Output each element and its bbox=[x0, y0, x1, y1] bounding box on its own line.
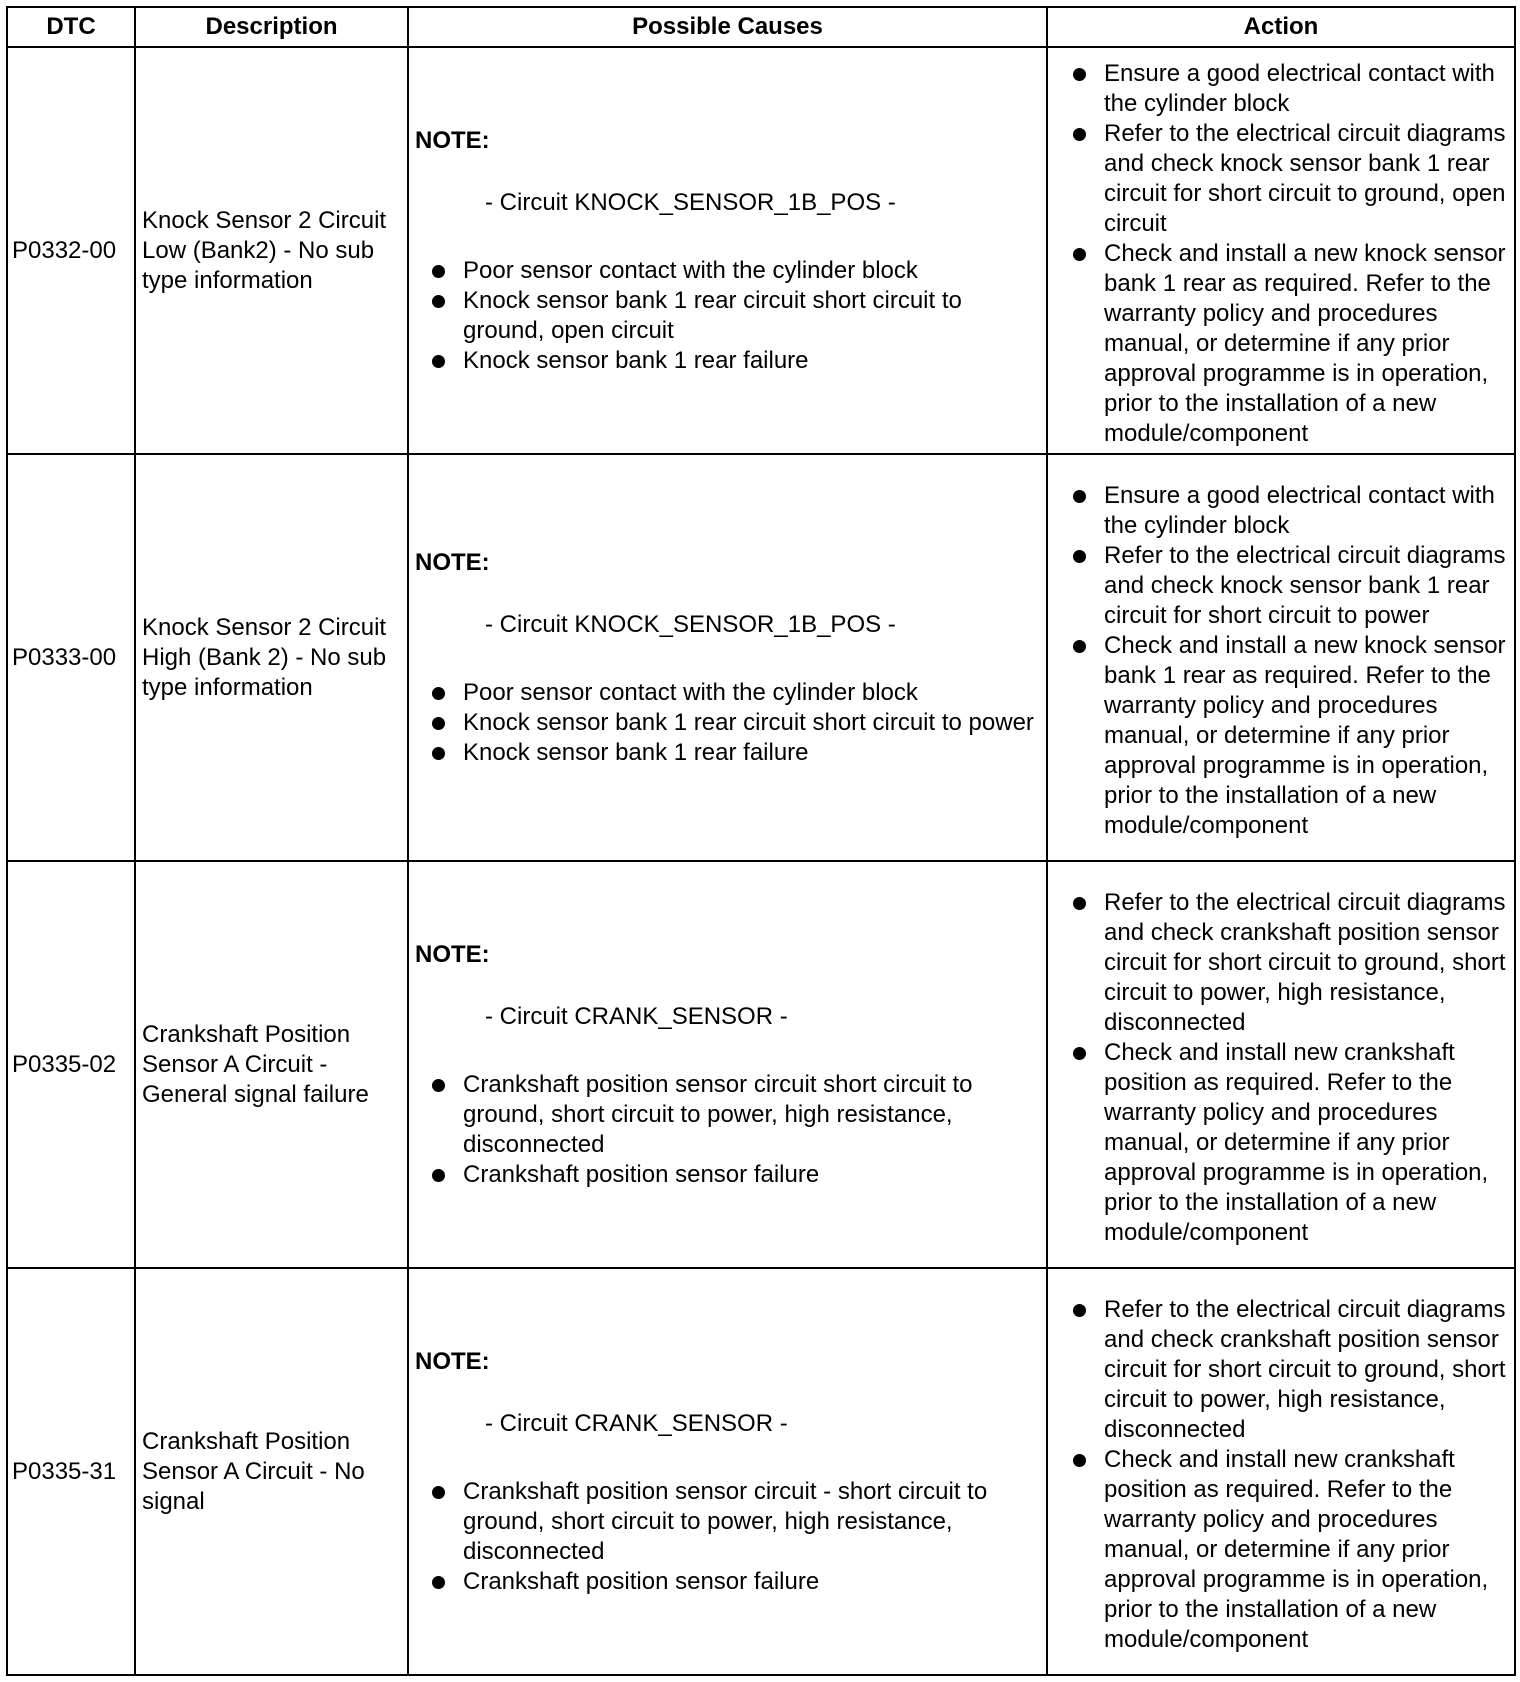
cause-item bbox=[415, 256, 1040, 286]
header-row bbox=[7, 7, 1515, 47]
cause-text: Knock sensor bank 1 rear circuit short circuit to power bbox=[463, 708, 1034, 736]
action-item bbox=[1072, 481, 1508, 541]
dtc-code: P0333-00 bbox=[7, 454, 135, 861]
circuit-name: - Circuit CRANK_SENSOR - bbox=[485, 1002, 788, 1030]
note-label: NOTE: bbox=[415, 548, 490, 576]
bullet-icon bbox=[1073, 1304, 1086, 1317]
cause-item bbox=[415, 1477, 1040, 1567]
cause-text: Knock sensor bank 1 rear failure bbox=[463, 346, 809, 374]
action-cell bbox=[1047, 47, 1515, 454]
bullet-icon bbox=[432, 717, 445, 730]
cause-text: Crankshaft position sensor failure bbox=[463, 1567, 820, 1595]
dtc-description: Knock Sensor 2 Circuit High (Bank 2) - No sub type information bbox=[135, 454, 408, 861]
action-item bbox=[1072, 119, 1508, 239]
action-cell bbox=[1047, 1268, 1515, 1675]
action-text: Check and install a new knock sensor bank 1 rear as required. Refer to the warranty policy and procedures manual, or determine if any prior approval programme is in operation, prior to the installation of a new module/component bbox=[1104, 239, 1506, 447]
bullet-icon bbox=[1073, 128, 1086, 141]
bullet-icon bbox=[1073, 550, 1086, 563]
circuit-name: - Circuit KNOCK_SENSOR_1B_POS - bbox=[485, 188, 896, 216]
action-item bbox=[1072, 1445, 1508, 1655]
possible-causes-cell bbox=[408, 1268, 1047, 1675]
cause-text: Crankshaft position sensor circuit - short circuit to ground, short circuit to power, high resistance, disconnected bbox=[463, 1477, 988, 1565]
cause-item bbox=[415, 1160, 1040, 1190]
table-row bbox=[7, 47, 1515, 454]
action-text: Ensure a good electrical contact with the cylinder block bbox=[1104, 481, 1495, 539]
actions-list bbox=[1072, 481, 1508, 841]
note-label: NOTE: bbox=[415, 1347, 490, 1375]
bullet-icon bbox=[432, 747, 445, 760]
action-item bbox=[1072, 888, 1508, 1038]
cause-item bbox=[415, 1070, 1040, 1160]
cause-text: Crankshaft position sensor circuit short circuit to ground, short circuit to power, high resistance, disconnected bbox=[463, 1070, 973, 1158]
dtc-table bbox=[6, 6, 1516, 1676]
possible-causes-cell bbox=[408, 861, 1047, 1268]
action-text: Check and install a new knock sensor bank 1 rear as required. Refer to the warranty policy and procedures manual, or determine if any prior approval programme is in operation, prior to the installation of a new module/component bbox=[1104, 631, 1506, 839]
dtc-document bbox=[6, 6, 1516, 1676]
bullet-icon bbox=[432, 1169, 445, 1182]
table-row bbox=[7, 454, 1515, 861]
action-text: Check and install new crankshaft position as required. Refer to the warranty policy and procedures manual, or determine if any prior approval programme is in operation, prior to the installation of a new module/component bbox=[1104, 1038, 1489, 1246]
action-item bbox=[1072, 541, 1508, 631]
dtc-code: P0335-31 bbox=[7, 1268, 135, 1675]
cause-item bbox=[415, 286, 1040, 346]
cause-item bbox=[415, 678, 1040, 708]
action-item bbox=[1072, 239, 1508, 449]
dtc-code: P0335-02 bbox=[7, 861, 135, 1268]
bullet-icon bbox=[432, 1079, 445, 1092]
circuit-name: - Circuit CRANK_SENSOR - bbox=[485, 1409, 788, 1437]
dtc-description: Crankshaft Position Sensor A Circuit - No signal bbox=[135, 1268, 408, 1675]
circuit-name: - Circuit KNOCK_SENSOR_1B_POS - bbox=[485, 610, 896, 638]
causes-list bbox=[415, 678, 1040, 768]
bullet-icon bbox=[1073, 1047, 1086, 1060]
bullet-icon bbox=[432, 1486, 445, 1499]
bullet-icon bbox=[432, 265, 445, 278]
cause-item bbox=[415, 738, 1040, 768]
action-item bbox=[1072, 59, 1508, 119]
header-dtc: DTC bbox=[7, 7, 135, 47]
bullet-icon bbox=[1073, 248, 1086, 261]
note-label: NOTE: bbox=[415, 126, 490, 154]
action-cell bbox=[1047, 861, 1515, 1268]
bullet-icon bbox=[1073, 640, 1086, 653]
bullet-icon bbox=[432, 1576, 445, 1589]
causes-list bbox=[415, 256, 1040, 376]
cause-text: Knock sensor bank 1 rear failure bbox=[463, 738, 809, 766]
cause-item bbox=[415, 346, 1040, 376]
action-text: Refer to the electrical circuit diagrams and check crankshaft position sensor circuit for short circuit to ground, short circuit to power, high resistance, disconnected bbox=[1104, 1295, 1506, 1443]
actions-list bbox=[1072, 59, 1508, 449]
dtc-description: Knock Sensor 2 Circuit Low (Bank2) - No sub type information bbox=[135, 47, 408, 454]
dtc-code: P0332-00 bbox=[7, 47, 135, 454]
dtc-description: Crankshaft Position Sensor A Circuit - General signal failure bbox=[135, 861, 408, 1268]
bullet-icon bbox=[1073, 490, 1086, 503]
actions-list bbox=[1072, 888, 1508, 1248]
action-text: Refer to the electrical circuit diagrams and check knock sensor bank 1 rear circuit for short circuit to power bbox=[1104, 541, 1506, 629]
action-item bbox=[1072, 1038, 1508, 1248]
table-row bbox=[7, 861, 1515, 1268]
causes-list bbox=[415, 1070, 1040, 1190]
action-item bbox=[1072, 631, 1508, 841]
note-label: NOTE: bbox=[415, 940, 490, 968]
action-item bbox=[1072, 1295, 1508, 1445]
action-text: Refer to the electrical circuit diagrams and check crankshaft position sensor circuit for short circuit to ground, short circuit to power, high resistance, disconnected bbox=[1104, 888, 1506, 1036]
bullet-icon bbox=[432, 355, 445, 368]
action-text: Check and install new crankshaft position as required. Refer to the warranty policy and procedures manual, or determine if any prior approval programme is in operation, prior to the installation of a new module/component bbox=[1104, 1445, 1489, 1653]
bullet-icon bbox=[1073, 1454, 1086, 1467]
header-possible-causes: Possible Causes bbox=[408, 7, 1047, 47]
bullet-icon bbox=[432, 295, 445, 308]
bullet-icon bbox=[432, 687, 445, 700]
actions-list bbox=[1072, 1295, 1508, 1655]
cause-item bbox=[415, 1567, 1040, 1597]
action-text: Ensure a good electrical contact with the cylinder block bbox=[1104, 59, 1495, 117]
header-action: Action bbox=[1047, 7, 1515, 47]
cause-text: Poor sensor contact with the cylinder block bbox=[463, 678, 918, 706]
bullet-icon bbox=[1073, 68, 1086, 81]
cause-text: Knock sensor bank 1 rear circuit short circuit to ground, open circuit bbox=[463, 286, 962, 344]
cause-item bbox=[415, 708, 1040, 738]
causes-list bbox=[415, 1477, 1040, 1597]
bullet-icon bbox=[1073, 897, 1086, 910]
cause-text: Poor sensor contact with the cylinder block bbox=[463, 256, 918, 284]
possible-causes-cell bbox=[408, 47, 1047, 454]
table-row bbox=[7, 1268, 1515, 1675]
header-description: Description bbox=[135, 7, 408, 47]
cause-text: Crankshaft position sensor failure bbox=[463, 1160, 820, 1188]
action-text: Refer to the electrical circuit diagrams and check knock sensor bank 1 rear circuit for short circuit to ground, open circuit bbox=[1104, 119, 1506, 237]
action-cell bbox=[1047, 454, 1515, 861]
possible-causes-cell bbox=[408, 454, 1047, 861]
